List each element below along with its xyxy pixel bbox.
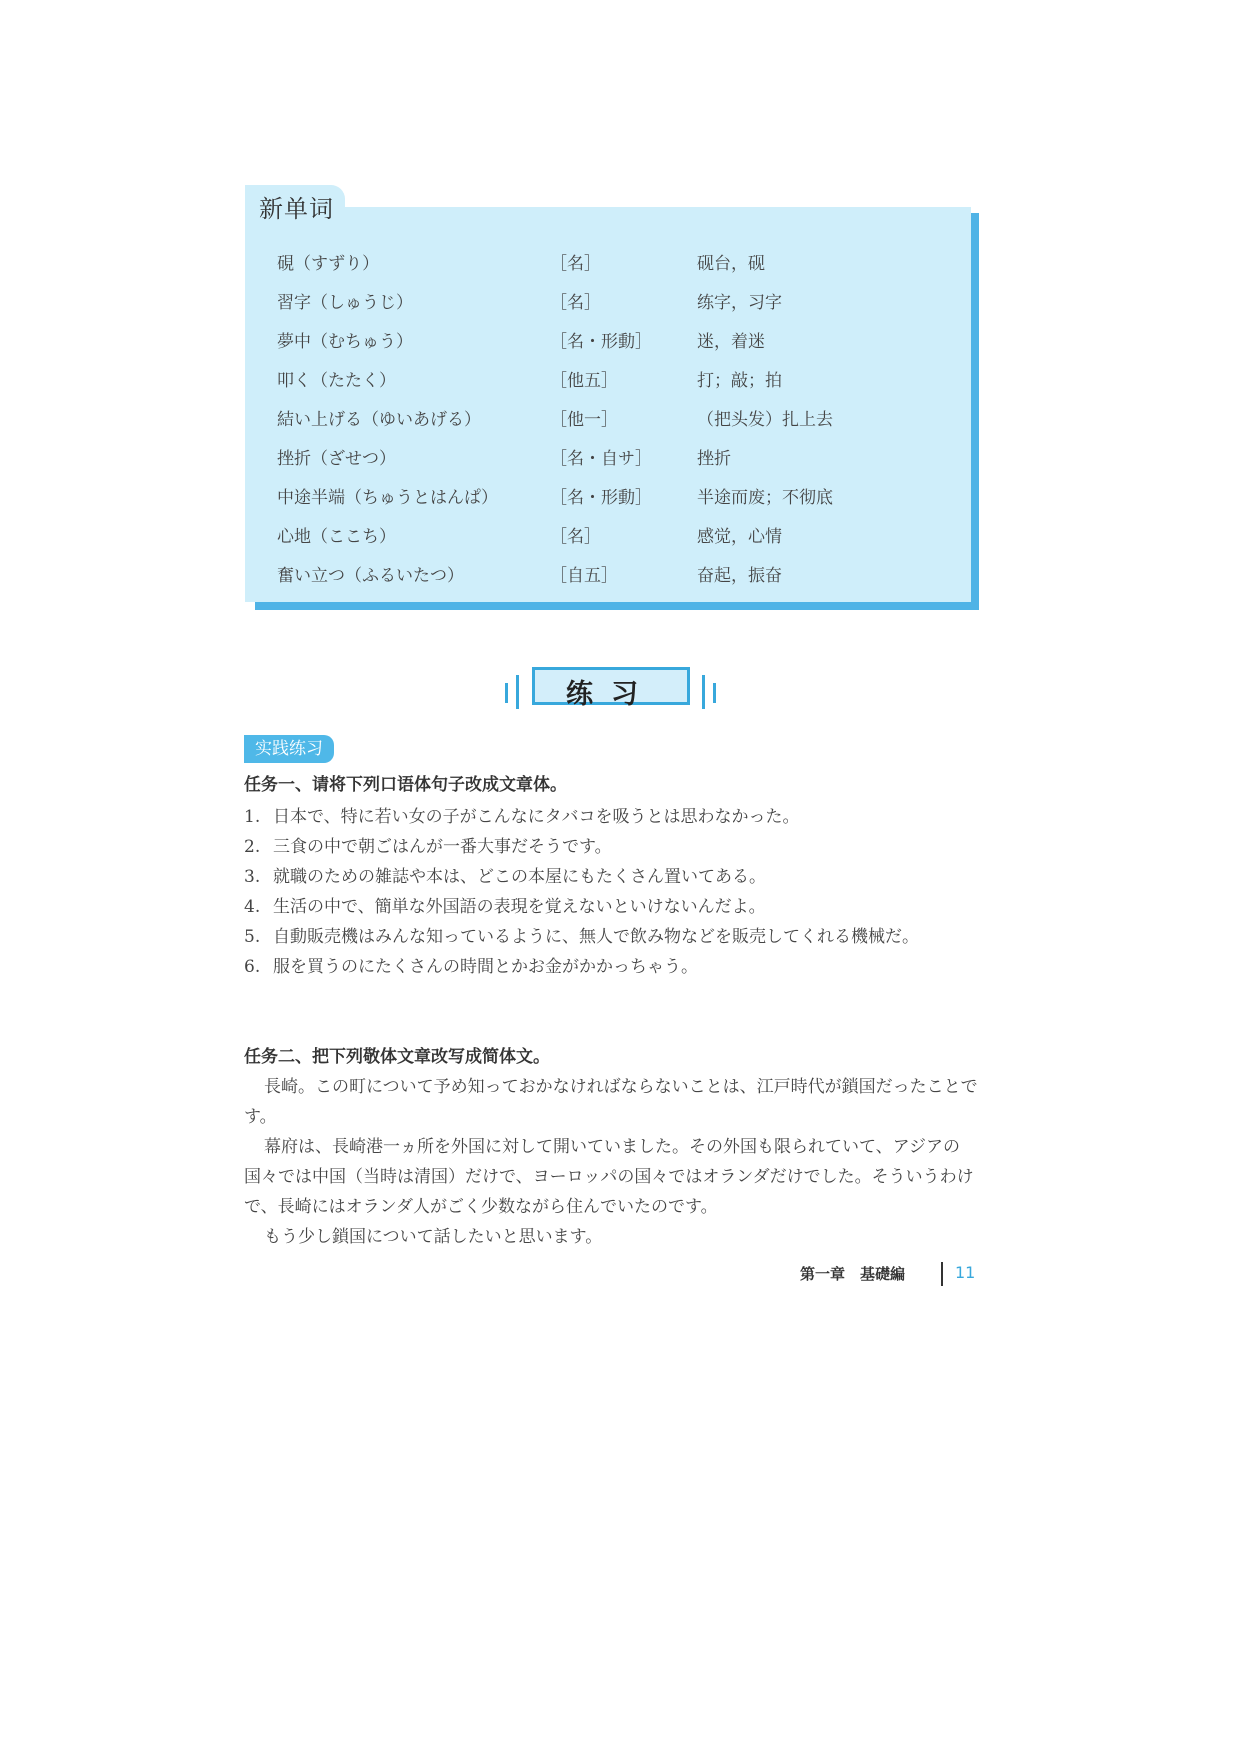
heading-bar-right-short: [713, 683, 716, 703]
vocab-pos: ［名・形動］: [550, 488, 652, 508]
item-number: 4.: [244, 897, 261, 917]
vocab-pos: ［名・形動］: [550, 332, 652, 352]
vocab-row: [277, 249, 957, 288]
list-item: [244, 922, 984, 952]
vocab-meaning: 练字，习字: [697, 293, 782, 313]
vocab-meaning: 挫折: [697, 449, 731, 469]
vocab-pos: ［他一］: [550, 410, 618, 430]
vocab-word: 中途半端（ちゅうとはんぱ）: [277, 488, 498, 508]
vocab-list: [277, 249, 957, 600]
passage-paragraph: もう少し鎖国について話したいと思います。: [264, 1227, 603, 1247]
passage-paragraph: 幕府は、長崎港一ヵ所を外国に対して開いていました。その外国も限られていて、アジアの国々では中国（当時は清国）だけで、ヨーロッパの国々ではオランダだけでした。そういうわけで、長崎にはオランダ人がごく少数ながら住んでいたのです。: [244, 1137, 974, 1217]
vocab-word: 挫折（ざせつ）: [277, 449, 396, 469]
passage-paragraph: 長崎。この町について予め知っておかなければならないことは、江戸時代が鎖国だったことです。: [244, 1077, 978, 1127]
vocab-word: 奮い立つ（ふるいたつ）: [277, 566, 464, 586]
heading-bar-left-short: [505, 683, 508, 703]
list-item: [244, 892, 984, 922]
vocab-pos: ［名］: [550, 293, 601, 313]
heading-bar-left-tall: [516, 675, 519, 709]
heading-bar-right-tall: [702, 675, 705, 709]
footer-divider: [941, 1262, 943, 1286]
item-number: 1.: [244, 807, 261, 827]
item-text: 三食の中で朝ごはんが一番大事だそうです。: [273, 837, 612, 857]
item-text: 自動販売機はみんな知っているように、無人で飲み物などを販売してくれる機械だ。: [273, 927, 919, 947]
vocab-pos: ［他五］: [550, 371, 618, 391]
footer-chapter: 第一章 基礎編: [800, 1265, 906, 1283]
page-footer: [800, 1262, 980, 1286]
vocab-meaning: 奋起，振奋: [697, 566, 782, 586]
item-text: 日本で、特に若い女の子がこんなにタバコを吸うとは思わなかった。: [273, 807, 800, 827]
vocab-row: [277, 366, 957, 405]
item-text: 生活の中で、簡単な外国語の表現を覚えないといけないんだよ。: [273, 897, 766, 917]
vocab-pos: ［名・自サ］: [550, 449, 652, 469]
vocab-row: [277, 561, 957, 600]
vocab-pos: ［名］: [550, 254, 601, 274]
vocab-meaning: （把头发）扎上去: [697, 410, 833, 430]
item-number: 2.: [244, 837, 261, 857]
practice-heading: [505, 667, 725, 711]
vocab-meaning: 感觉，心情: [697, 527, 782, 547]
list-item: [244, 862, 984, 892]
vocab-pos: ［自五］: [550, 566, 618, 586]
vocab-title: 新单词: [259, 195, 334, 223]
list-item: [244, 832, 984, 862]
practice-title: 练习: [566, 679, 656, 710]
item-text: 就職のための雑誌や本は、どこの本屋にもたくさん置いてある。: [273, 867, 766, 887]
section-badge: 实践练习: [244, 735, 334, 763]
vocab-meaning: 半途而废；不彻底: [697, 488, 833, 508]
item-number: 6.: [244, 957, 261, 977]
task2-passage: [244, 1072, 984, 1252]
page-number: 11: [955, 1263, 976, 1282]
vocab-row: [277, 483, 957, 522]
vocab-word: 叩く（たたく）: [277, 371, 396, 391]
vocab-meaning: 打；敲；拍: [697, 371, 782, 391]
task1-list: [244, 802, 984, 982]
vocab-word: 習字（しゅうじ）: [277, 293, 413, 313]
vocab-word: 夢中（むちゅう）: [277, 332, 413, 352]
vocab-row: [277, 444, 957, 483]
item-number: 3.: [244, 867, 261, 887]
item-number: 5.: [244, 927, 261, 947]
practice-title-box: [532, 667, 690, 710]
vocab-word: 心地（ここち）: [277, 527, 396, 547]
vocab-row: [277, 405, 957, 444]
vocab-row: [277, 288, 957, 327]
item-text: 服を買うのにたくさんの時間とかお金がかかっちゃう。: [273, 957, 698, 977]
vocab-pos: ［名］: [550, 527, 601, 547]
list-item: [244, 802, 984, 832]
vocab-meaning: 砚台，砚: [697, 254, 765, 274]
vocab-word: 結い上げる（ゆいあげる）: [277, 410, 481, 430]
vocab-row: [277, 522, 957, 561]
vocab-box: [245, 185, 980, 610]
list-item: [244, 952, 984, 982]
vocab-meaning: 迷，着迷: [697, 332, 765, 352]
vocab-row: [277, 327, 957, 366]
vocab-tab: [245, 185, 345, 225]
task1-heading: 任务一、请将下列口语体句子改成文章体。: [244, 775, 567, 795]
task2-heading: 任务二、把下列敬体文章改写成简体文。: [244, 1047, 550, 1067]
vocab-word: 硯（すずり）: [277, 254, 380, 274]
